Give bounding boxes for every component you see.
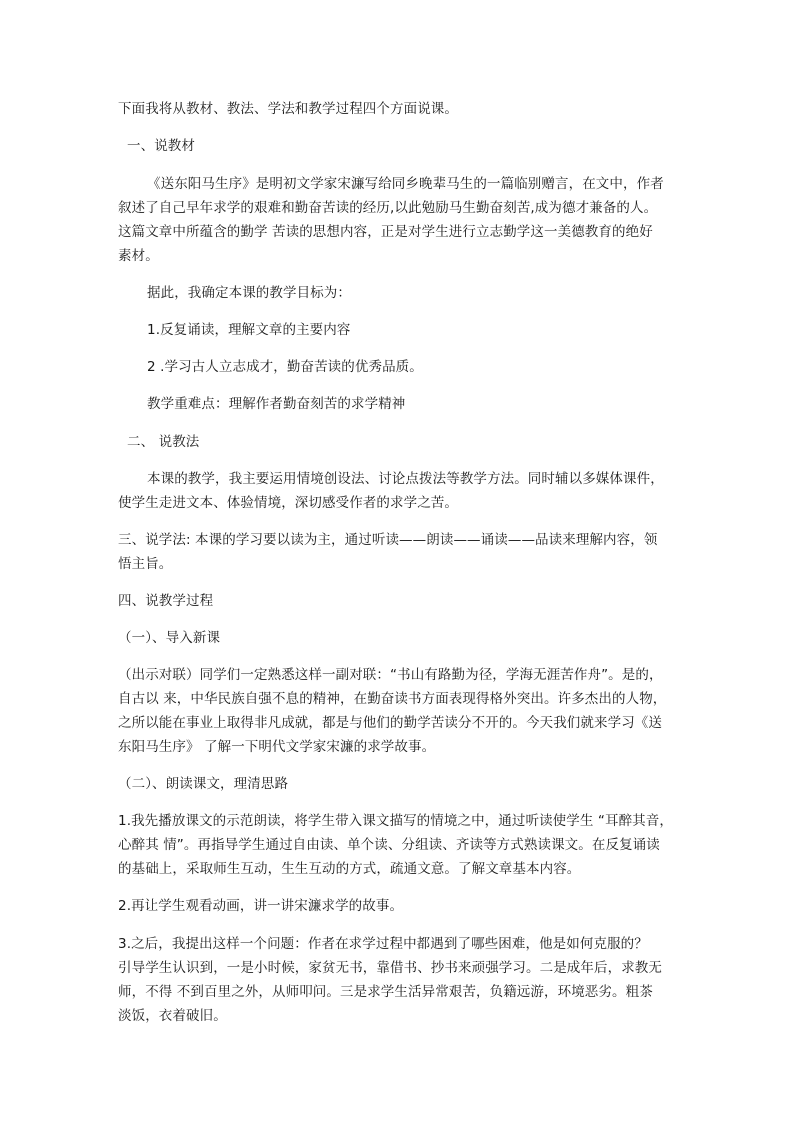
key-point-line: 教学重难点：理解作者勤奋刻苦的求学精神 <box>147 396 406 412</box>
section-heading-process: 四、说教学过程 <box>118 593 214 609</box>
subsection-heading: （二）、朗读课文，理清思路 <box>118 776 289 792</box>
paragraph-line: 自古以 来，中华民族自强不息的精神，在勤奋读书方面表现得格外突出。许多杰出的人物， <box>118 691 667 707</box>
intro-line: 下面我将从教材、教法、学法和教学过程四个方面说课。 <box>118 101 458 117</box>
paragraph-line: 悟主旨。 <box>118 556 173 572</box>
paragraph-line: 《送东阳马生序》是明初文学家宋濂写给同乡晚辈马生的一篇临别赠言，在文中，作者 <box>147 176 664 192</box>
paragraph-line: 本课的教学，我主要运用情境创设法、讨论点拨法等教学方法。同时辅以多媒体课件， <box>147 471 664 487</box>
paragraph-line: （出示对联）同学们一定熟悉这样一副对联：“书山有路勤为径，学海无涯苦作舟”。是的， <box>118 667 663 683</box>
objective-item: 1.反复诵读，理解文章的主要内容 <box>147 322 351 338</box>
paragraph-line: 师，不得 不到百里之外，从师叩问。三是求学生活异常艰苦，负籍远游，环境恶劣。粗茶 <box>118 984 653 1000</box>
paragraph-line: 的基础上，采取师生互动，生生互动的方式，疏通文意。了解文章基本内容。 <box>118 861 581 877</box>
paragraph-line: 3.之后，我提出这样一个问题：作者在求学过程中都遇到了哪些困难，他是如何克服的？ <box>118 936 648 952</box>
paragraph-line: 之所以能在事业上取得非凡成就，都是与他们的勤学苦读分不开的。今天我们就来学习《送 <box>118 715 662 731</box>
paragraph-line: 据此，我确定本课的教学目标为： <box>147 285 351 301</box>
paragraph-line: 使学生走进文本、体验情境，深切感受作者的求学之苦。 <box>118 495 458 511</box>
paragraph-line: 素材。 <box>118 248 159 264</box>
objective-item: 2 .学习古人立志成才，勤奋苦读的优秀品质。 <box>147 359 423 375</box>
paragraph-line: 2.再让学生观看动画，讲一讲宋濂求学的故事。 <box>118 898 404 914</box>
paragraph-line: 东阳马生序》 了解一下明代文学家宋濂的求学故事。 <box>118 739 436 755</box>
paragraph-line: 这篇文章中所蕴含的勤学 苦读的思想内容，正是对学生进行立志勤学这一美德教育的绝好 <box>118 224 653 240</box>
paragraph-line: 引导学生认识到，一是小时候，家贫无书，靠借书、抄书来顽强学习。二是成年后，求教无 <box>118 960 662 976</box>
paragraph-line: 1.我先播放课文的示范朗读，将学生带入课文描写的情境之中，通过听读使学生 “耳醉其音， <box>118 813 673 829</box>
subsection-heading: （一）、导入新课 <box>118 630 221 646</box>
paragraph-line: 淡饭，衣着破旧。 <box>118 1008 227 1024</box>
section-heading-learning: 三、说学法: 本课的学习要以读为主，通过听读——朗读——诵读——品读来理解内容，领 <box>118 532 658 548</box>
section-heading-method: 二、 说教法 <box>127 434 200 450</box>
paragraph-line: 心醉其 情”。再指导学生通过自由读、单个读、分组读、齐读等方式熟读课文。在反复诵读 <box>118 837 660 853</box>
paragraph-line: 叙述了自己早年求学的艰难和勤奋苦读的经历,以此勉励马生勤奋刻苦,成为德才兼备的人。 <box>118 200 658 216</box>
section-heading-textbook: 一、说教材 <box>127 138 195 154</box>
